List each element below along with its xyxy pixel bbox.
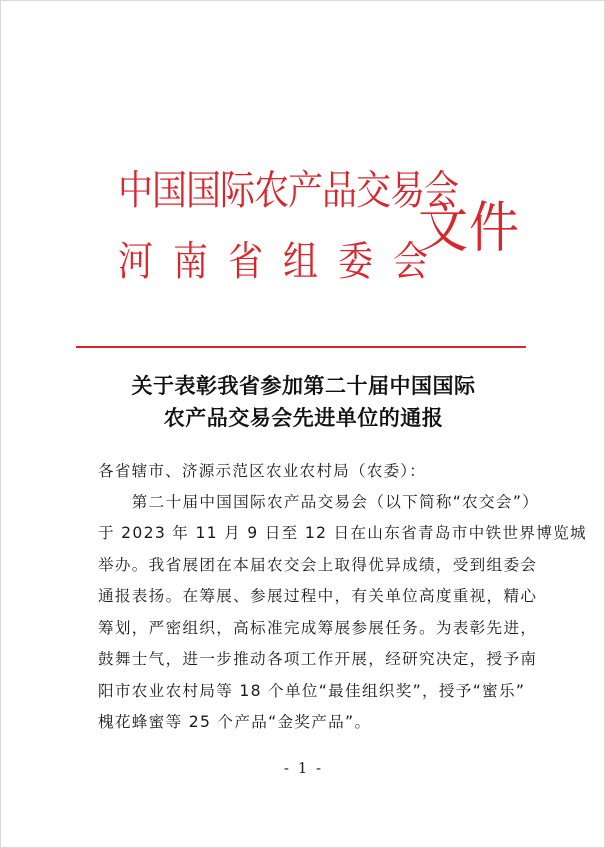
page-number: - 1 - — [283, 759, 324, 777]
body-line: 筹划，严密组织，高标准完成筹展参展任务。为表彰先进， — [98, 619, 538, 637]
body-line: 第二十届中国国际农产品交易会（以下简称“农交会”） — [98, 493, 540, 511]
document-title-line2: 农产品交易会先进单位的通报 — [163, 405, 444, 430]
salutation: 各省辖市、济源示范区农业农村局（农委）： — [98, 462, 427, 480]
letterhead-line2: 河南省组委会 — [118, 239, 449, 286]
letterhead-suffix: 文件 — [418, 196, 520, 260]
body-line: 举办。我省展团在本届农交会上取得优异成绩，受到组委会 — [98, 556, 538, 574]
body-line: 阳市农业农村局等 18 个单位“最佳组织奖”，授予“蜜乐” — [98, 682, 526, 700]
body-line: 鼓舞士气，进一步推动各项工作开展，经研究决定，授予南 — [98, 650, 538, 668]
document-title-line1: 关于表彰我省参加第二十届中国国际 — [131, 373, 476, 398]
body-line: 槐花蜂蜜等 25 个产品“金奖产品”。 — [98, 713, 372, 731]
red-divider — [76, 346, 526, 348]
letterhead-line1: 中国国际农产品交易会 — [118, 168, 459, 215]
body-line: 通报表扬。在筹展、参展过程中，有关单位高度重视，精心 — [98, 587, 538, 605]
body-line: 于 2023 年 11 月 9 日至 12 日在山东省青岛市中铁世界博览城 — [98, 524, 587, 542]
